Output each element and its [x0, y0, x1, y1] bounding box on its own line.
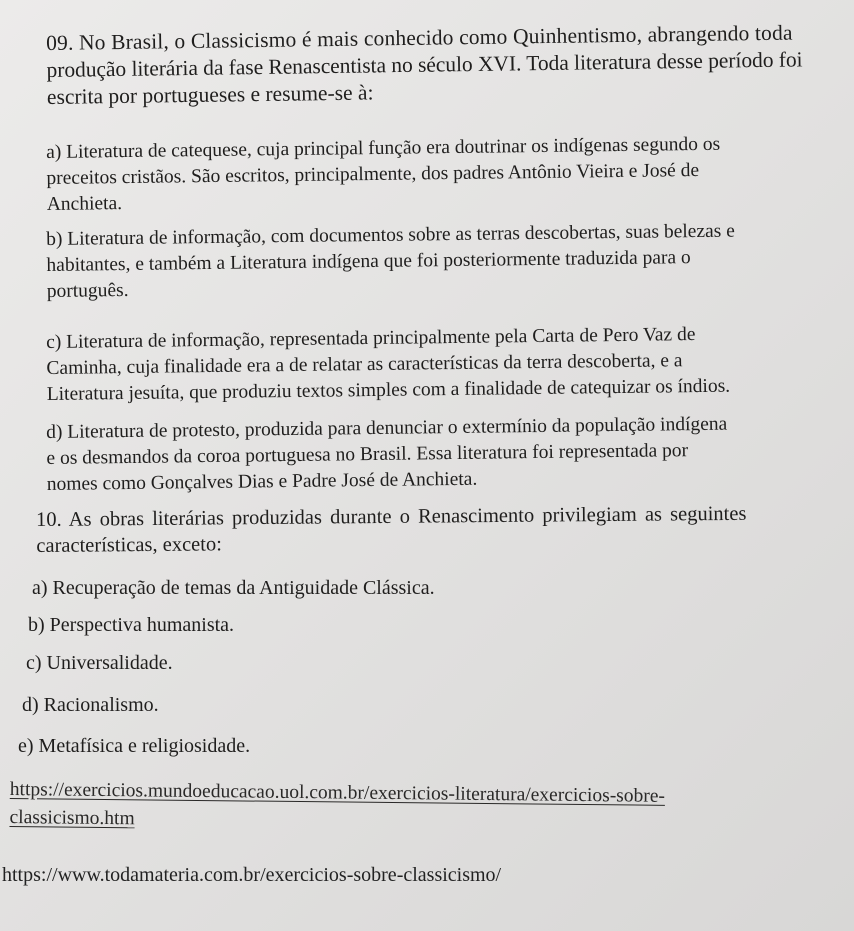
question-10-option-d: d) Racionalismo.: [22, 694, 159, 716]
question-10-stem: [36, 500, 826, 559]
question-9-stem-line: 09. No Brasil, o Classicismo é mais conhecido como Quinhentismo, abrangendo toda: [46, 20, 793, 55]
source-link-todamateria[interactable]: https://www.todamateria.com.br/exercicios-sobre-classicismo/: [2, 864, 502, 886]
option-line: c) Literatura de informação, representada principalmente pela Carta de Pero Vaz de: [46, 324, 696, 353]
source-link-line: classicismo.htm: [9, 806, 135, 830]
question-9-option-c: [46, 320, 827, 408]
question-10-stem-line: características, exceto:: [36, 533, 222, 557]
option-line: a) Literatura de catequese, cuja principal função era doutrinar os indígenas segundo os: [46, 133, 721, 163]
question-9-option-d: [46, 410, 827, 498]
source-link-mundoeducacao[interactable]: [9, 776, 665, 839]
option-line: Anchieta.: [46, 193, 123, 215]
question-10-option-b: b) Perspectiva humanista.: [28, 614, 235, 636]
question-9-stem: [46, 19, 827, 111]
option-line: d) Literatura de protesto, produzida para denunciar o extermínio da população indígena: [46, 413, 728, 443]
option-line: nomes como Gonçalves Dias e Padre José de Anchieta.: [46, 468, 478, 495]
option-line: b) Literatura de informação, com documentos sobre as terras descobertas, suas belezas e: [46, 220, 735, 250]
option-line: Caminha, cuja finalidade era a de relatar as características da terra descoberta, e a: [46, 350, 683, 379]
question-10-option-c: c) Universalidade.: [26, 652, 173, 674]
question-10-option-a: a) Recuperação de temas da Antiguidade Clássica.: [32, 577, 435, 599]
question-9-option-a: [46, 130, 827, 218]
option-line: preceitos cristãos. São escritos, principalmente, dos padres Antônio Vieira e José de: [46, 160, 700, 189]
option-line: habitantes, e também a Literatura indígena que foi posteriormente traduzida para o: [46, 247, 691, 276]
question-9-stem-line: escrita por portugueses e resume-se à:: [46, 80, 374, 109]
source-link-line: https://exercicios.mundoeducacao.uol.com.br/exercicios-literatura/exercicios-sobre-: [9, 778, 666, 807]
option-line: e os desmandos da coroa portuguesa no Brasil. Essa literatura foi representada por: [46, 440, 689, 469]
option-line: Literatura jesuíta, que produziu textos simples com a finalidade de catequizar os índios.: [46, 375, 731, 405]
question-9-stem-line: produção literária da fase Renascentista no século XVI. Toda literatura desse período foi: [46, 47, 803, 82]
question-10-option-e: e) Metafísica e religiosidade.: [18, 735, 251, 757]
question-10-stem-line: 10. As obras literárias produzidas durante o Renascimento privilegiam as seguintes: [36, 502, 747, 531]
question-9-option-b: [46, 217, 827, 305]
option-line: português.: [46, 279, 129, 302]
